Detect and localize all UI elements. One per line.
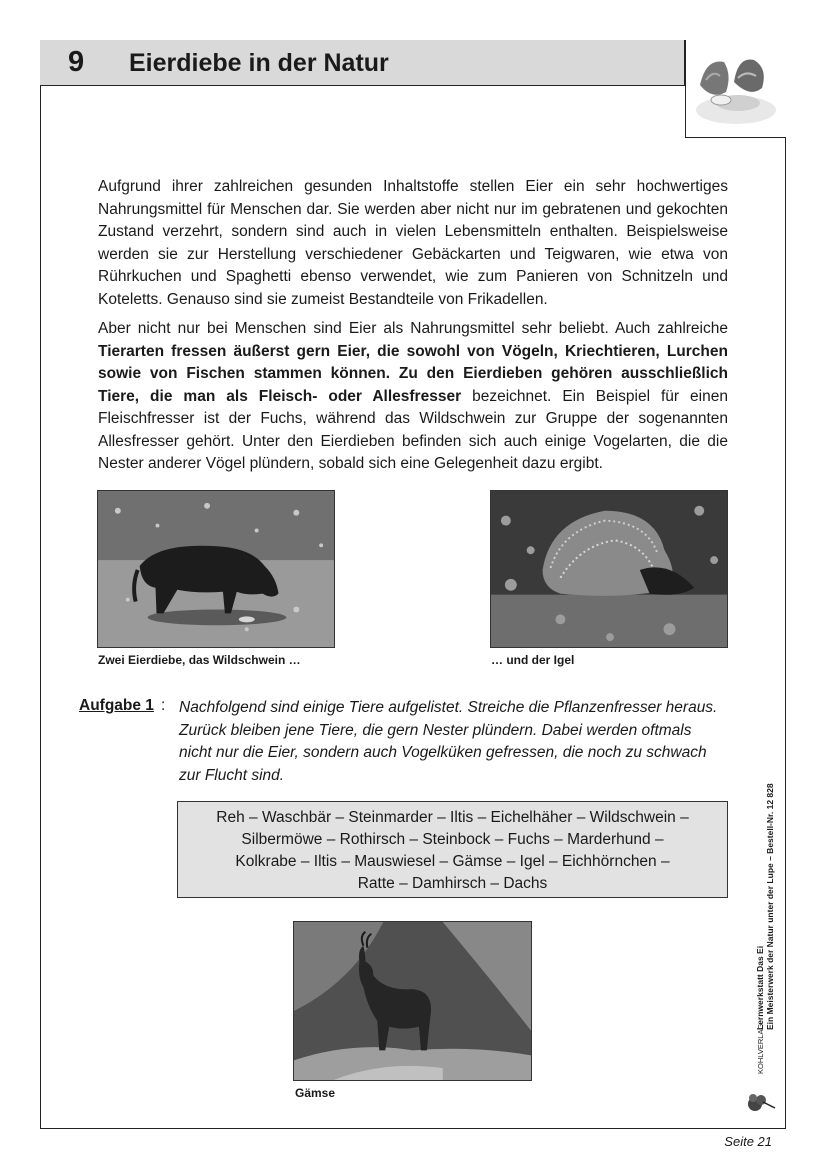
egg-image (685, 40, 786, 138)
chapter-title: Eierdiebe in der Natur (129, 49, 389, 77)
sidebar-line-2: Ein Meisterwerk der Natur unter der Lupe – Bestell-Nr. 12 828 (765, 783, 775, 1030)
publisher-name: KOHLVERLAG (756, 1023, 765, 1074)
paragraph-2-end: bezeichnet. Ein Beispiel für einen Fleischfresser ist der Fuchs, während das Wildschwein zur Gruppe der sogenannten Allesfresser gehört. Unter den Eierdieben befinden sich auch einige Vogelarten, die die Nester anderer Vögel plündern, sobald sich eine Gelegenheit dazu ergibt. (98, 387, 728, 472)
caption-chamois: Gämse (295, 1086, 336, 1100)
wild-boar-photo (97, 490, 335, 648)
publisher-logo-icon (745, 1088, 777, 1116)
animal-list-box (177, 801, 728, 898)
chapter-number: 9 (68, 46, 85, 78)
animal-list-line: Silbermöwe – Rothirsch – Steinbock – Fuchs – Marderhund – (241, 831, 664, 848)
task-label: Aufgabe 1 (79, 697, 154, 714)
animal-list-line: Kolkrabe – Iltis – Mauswiesel – Gämse – Igel – Eichhörnchen – (235, 853, 670, 870)
chapter-header (40, 40, 685, 86)
hedgehog-photo (490, 490, 728, 648)
paragraph-2-start: Aber nicht nur bei Menschen sind Eier als Nahrungsmittel sehr beliebt. Auch zahlreiche (98, 320, 728, 337)
animal-list-line: Reh – Waschbär – Steinmarder – Iltis – Eichelhäher – Wildschwein – (216, 809, 689, 826)
sidebar-line-1: Lernwerkstatt Das Ei (755, 945, 765, 1030)
caption-hedgehog: … und der Igel (491, 653, 575, 667)
paragraph-2-bold: Tierarten fressen äußerst gern Eier, die sowohl von Vögeln, Kriechtieren, Lurchen sowie von Fischen stammen können. Zu den Eierdieben gehören ausschließlich Tiere, die man als Fleisch- oder Allesfresser (98, 342, 728, 405)
paragraph-2 (98, 318, 728, 476)
chamois-photo (293, 921, 532, 1081)
task-instructions: Nachfolgend sind einige Tiere aufgelistet. Streiche die Pflanzenfresser heraus. Zurück bleiben jene Tiere, die gern Nester plündern. Dabei werden oftmals nicht nur die Eier, sondern auch Vogelküken gefressen, die noch zu schwach zur Flucht sind. (179, 699, 718, 784)
task-colon: : (161, 697, 166, 714)
caption-wild-boar: Zwei Eierdiebe, das Wildschwein … (98, 653, 301, 667)
paragraph-1: Aufgrund ihrer zahlreichen gesunden Inhaltstoffe stellen Eier ein sehr hochwertiges Nahrungsmittel für Menschen dar. Sie werden aber nicht nur im gebratenen und gekochten Zustand verzehrt, sondern sind auch in vielen Lebensmitteln enthalten. Beispielsweise werden sie zur Herstellung verschiedener Gebäckarten und Teigwaren, wie etwa von Rührkuchen und Spaghetti ebenso verwendet, wie zum Panieren von Schnitzeln und Koteletts. Genauso sind sie zumeist Bestandteile von Frikadellen. (98, 178, 728, 308)
page-number: Seite 21 (724, 1134, 772, 1149)
animal-list-line: Ratte – Damhirsch – Dachs (357, 875, 548, 892)
